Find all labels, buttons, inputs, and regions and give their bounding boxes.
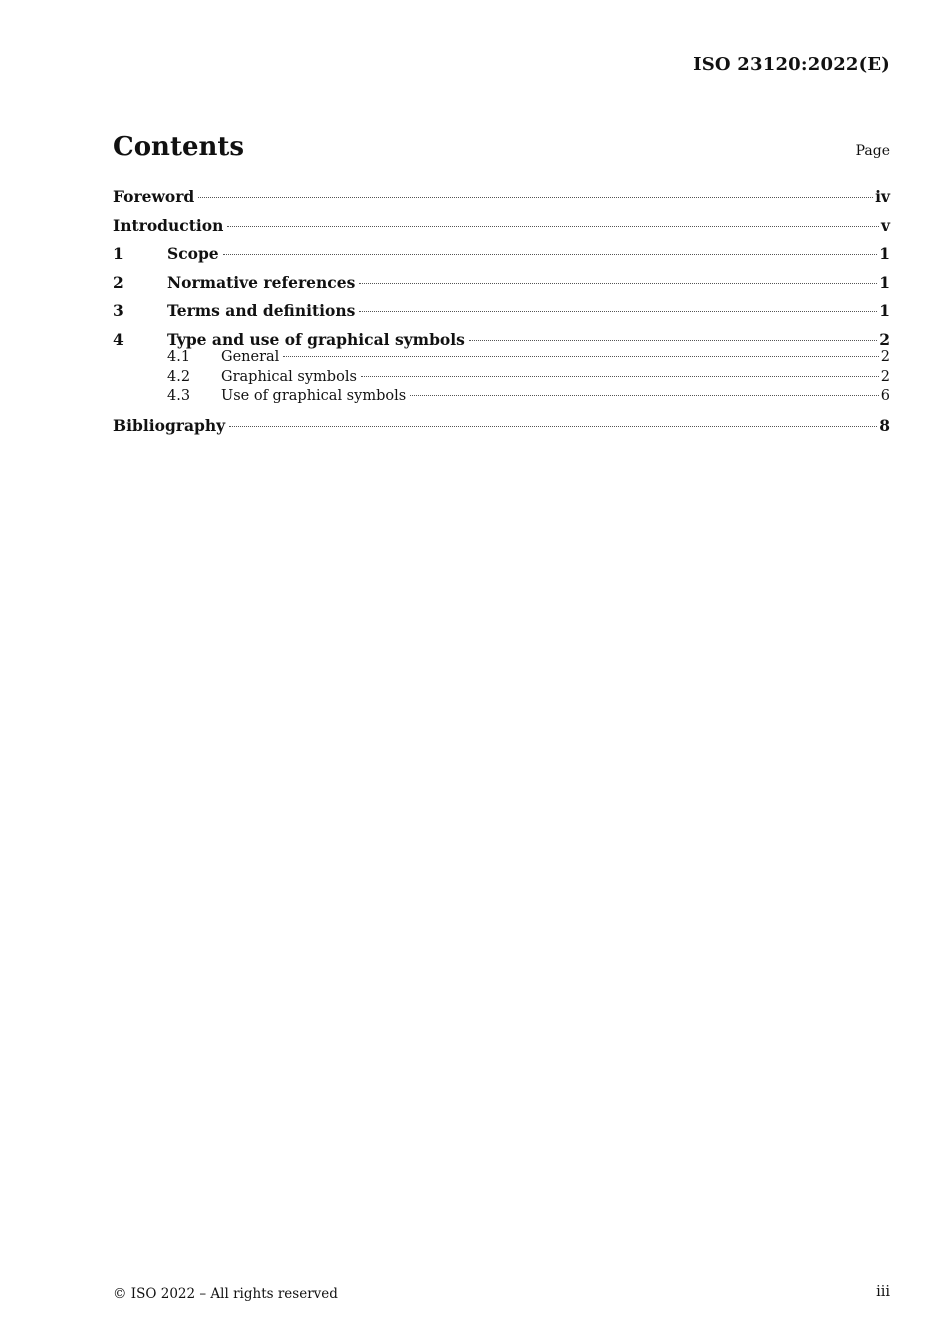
dot-leader (469, 340, 877, 341)
contents-heading: Contents (113, 132, 245, 162)
toc-entry-bibliography[interactable] (113, 415, 890, 444)
toc-entry-title: Foreword (113, 187, 195, 206)
toc-entry-page: iv (875, 187, 890, 206)
toc-entry-page: 8 (879, 416, 890, 435)
dot-leader (223, 254, 878, 255)
dot-leader (410, 395, 879, 396)
dot-leader (283, 356, 878, 357)
dot-leader (198, 197, 873, 198)
table-of-contents (113, 186, 890, 444)
toc-entry-page: 1 (879, 244, 890, 263)
page-column-label: Page (855, 143, 890, 159)
toc-subentry-number: 4.2 (167, 368, 191, 385)
toc-subentry-general[interactable] (113, 348, 890, 368)
dot-leader (227, 226, 879, 227)
dot-leader (359, 283, 877, 284)
toc-entry-scope[interactable] (113, 243, 890, 272)
toc-entry-page: v (880, 215, 890, 235)
dot-leader (361, 376, 879, 377)
toc-entry-foreword[interactable] (113, 186, 890, 215)
toc-entry-title: Normative references (167, 272, 356, 292)
toc-subentry-title: Use of graphical symbols (221, 388, 407, 404)
toc-subentry-page: 2 (880, 349, 890, 365)
toc-subentry-page: 6 (880, 388, 890, 404)
toc-entry-normative-references[interactable] (113, 272, 890, 301)
toc-entry-title: Scope (167, 244, 219, 263)
toc-entry-page: 1 (879, 301, 890, 320)
toc-entry-page: 1 (879, 272, 890, 292)
toc-subentry-use-of-graphical-symbols[interactable] (113, 387, 890, 415)
toc-subentry-number: 4.3 (167, 388, 191, 404)
toc-subentry-title: Graphical symbols (221, 368, 357, 385)
toc-entry-title: Type and use of graphical symbols (167, 329, 465, 349)
document-code: ISO 23120:2022(E) (693, 54, 890, 75)
toc-entry-title: Introduction (113, 215, 224, 235)
toc-entry-number: 1 (113, 244, 124, 263)
toc-entry-introduction[interactable] (113, 215, 890, 244)
toc-entry-page: 2 (879, 329, 890, 349)
toc-subentry-number: 4.1 (167, 349, 191, 365)
toc-entry-number: 2 (113, 272, 124, 292)
toc-entry-title: Terms and definitions (167, 301, 356, 320)
toc-entry-type-and-use[interactable] (113, 329, 890, 349)
toc-subentry-graphical-symbols[interactable] (113, 368, 890, 388)
toc-entry-number: 3 (113, 301, 124, 320)
copyright-notice: © ISO 2022 – All rights reserved (113, 1286, 338, 1302)
dot-leader (359, 311, 877, 312)
toc-entry-number: 4 (113, 329, 124, 349)
toc-subentry-page: 2 (880, 368, 890, 385)
page-number: iii (876, 1284, 890, 1300)
toc-entry-terms-and-definitions[interactable] (113, 300, 890, 329)
toc-subentry-title: General (221, 349, 280, 365)
dot-leader (229, 426, 877, 427)
toc-entry-title: Bibliography (113, 416, 226, 435)
